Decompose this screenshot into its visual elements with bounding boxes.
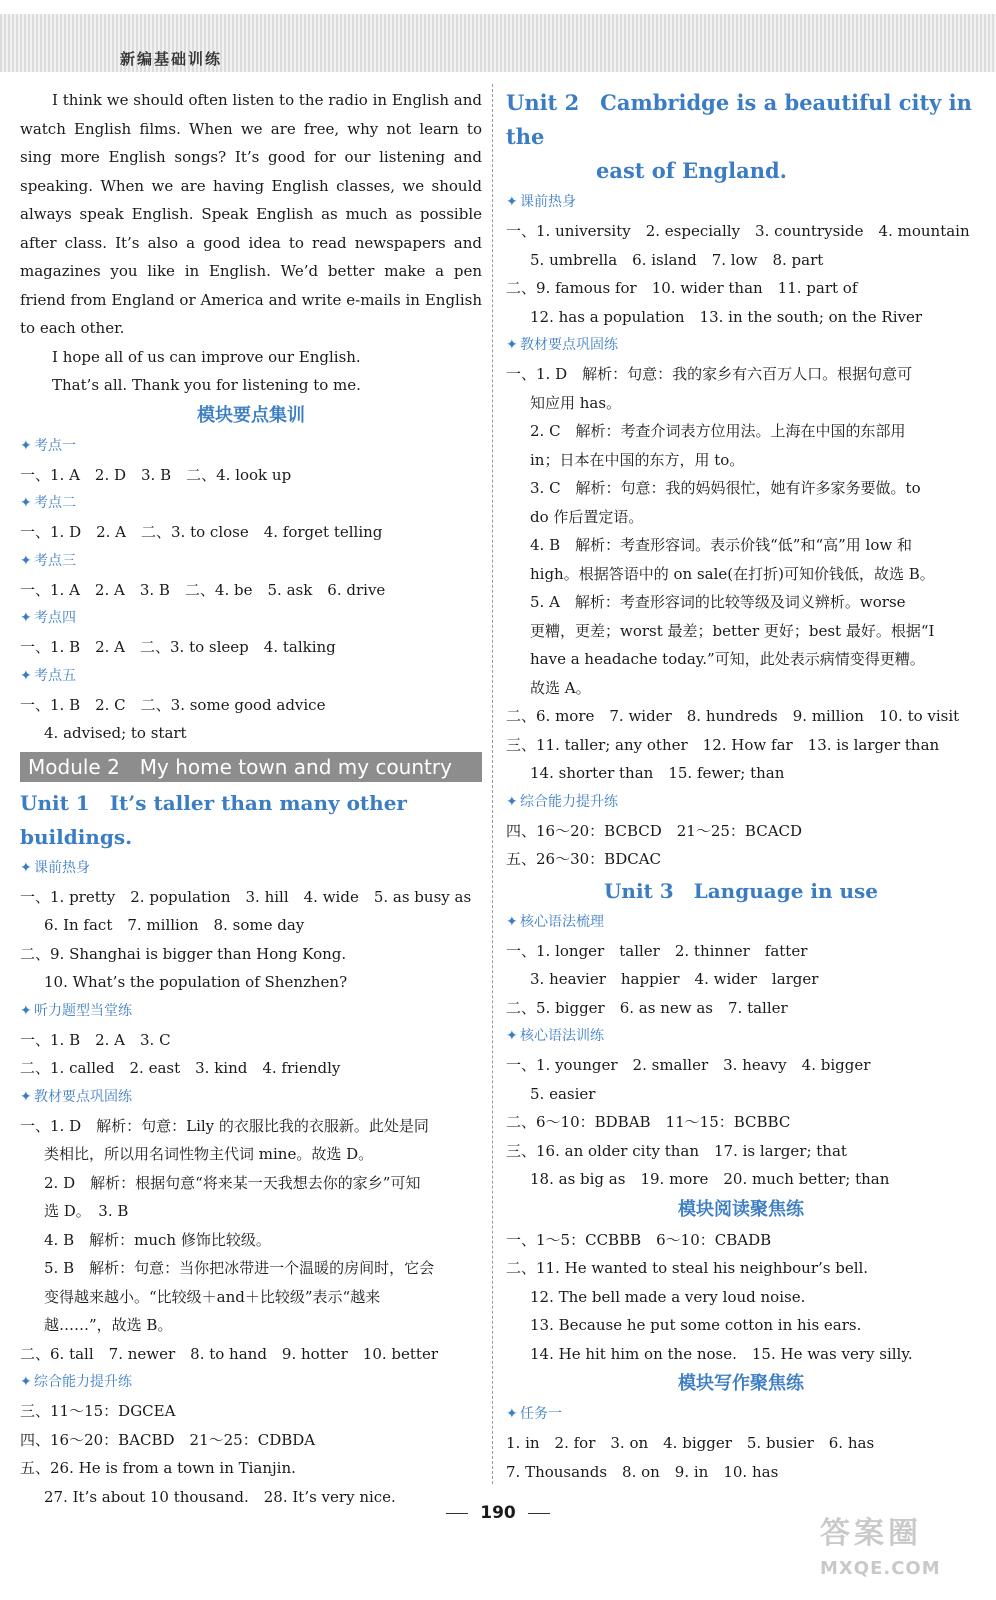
book-series-label: 新编基础训练 [120,50,223,68]
grammar-heading [506,908,976,937]
answer-line: 14. shorter than 15. fewer; than [530,764,785,782]
point-5-answers: 一、1. B 2. C 二、3. some good advice [20,695,326,714]
grammar-train-title: 核心语法训练 [520,1028,604,1044]
point-5-answers-cont: 4. advised; to start [44,724,187,742]
diamond-icon: ✦ [20,667,32,684]
answer-line: 三、11. taller; any other 12. How far 13. is larger than [506,735,940,754]
unit-2-title-line-2: east of England. [596,158,787,183]
column-divider [492,84,493,1484]
answer-line: 故选 A。 [530,678,591,697]
answer-line: 12. The bell made a very loud noise. [530,1287,806,1306]
diamond-icon: ✦ [20,437,32,454]
warmup-heading [506,188,976,217]
point-5-title: 考点五 [34,667,76,684]
point-5-heading [20,662,482,691]
diamond-icon: ✦ [506,194,518,210]
point-2-title: 考点二 [34,495,76,511]
answer-line: 1. in 2. for 3. on 4. bigger 5. busier 6. has [506,1434,875,1452]
answer-line: high。根据答语中的 on sale(在打折)可知价钱低，故选 B。 [530,564,935,583]
warmup-title: 课前热身 [520,194,576,210]
diamond-icon: ✦ [20,610,32,626]
listening-heading [20,997,482,1026]
answer-line: 一、1. longer taller 2. thinner fatter [506,941,808,960]
right-column [506,86,976,1486]
task-heading [506,1400,976,1429]
textbook-heading [20,1083,482,1112]
diamond-icon: ✦ [20,1088,32,1105]
diamond-icon: ✦ [506,1406,518,1422]
watermark-logo: 答案圈 [820,1516,922,1551]
answer-line: 二、9. famous for 10. wider than 11. part of [506,279,858,297]
answer-line: 2. D 解析：根据句意“将来某一天我想去你的家乡”可知 [44,1173,421,1192]
answer-line: 四、16～20：BCBCD 21～25：BCACD [506,821,803,840]
point-3-title: 考点三 [34,552,76,569]
ability-title: 综合能力提升练 [34,1374,132,1390]
essay-paragraph-3: That’s all. Thank you for listening to me. [52,376,361,394]
watermark [820,1508,970,1588]
watermark-url: MXQE.COM [820,1558,941,1579]
task-title: 任务一 [520,1406,562,1422]
answer-line: 一、1. D 解析：句意：我的家乡有六百万人口。根据句意可 [506,365,913,383]
grammar-title: 核心语法梳理 [520,913,604,930]
answer-line: 类相比，所以用名词性物主代词 mine。故选 D。 [44,1145,374,1163]
answer-line: 5. umbrella 6. island 7. low 8. part [530,250,824,269]
answer-line: 3. C 解析：句意：我的妈妈很忙，她有许多家务要做。to [530,479,921,497]
answer-line: 一、1. D 解析：句意：Lily 的衣服比我的衣服新。此处是同 [20,1116,429,1135]
diamond-icon: ✦ [20,859,32,876]
answer-line: 2. C 解析：考查介词表方位用法。上海在中国的东部用 [530,422,906,440]
answer-line: 更糟，更差；worst 最差；better 更好；best 最好。根据“I [530,621,935,640]
answer-line: 三、11～15：DGCEA [20,1402,176,1420]
point-4-title: 考点四 [34,610,76,626]
left-column [20,86,482,1511]
grammar-train-heading [506,1022,976,1051]
diamond-icon: ✦ [20,552,32,569]
diamond-icon: ✦ [20,495,32,511]
answer-line: 一、1～5：CCBBB 6～10：CBADB [506,1230,772,1249]
module-band: Module 2 My home town and my country [20,752,482,782]
answer-line: 5. A 解析：考查形容词的比较等级及词义辨析。worse [530,593,906,611]
answer-line: 5. easier [530,1084,596,1103]
review-title: 模块要点集训 [197,404,305,426]
point-4-answers: 一、1. B 2. A 二、3. to sleep 4. talking [20,638,336,656]
reading-title: 模块阅读聚焦练 [678,1198,804,1220]
answer-line: do 作后置定语。 [530,507,644,526]
answer-line: 二、9. Shanghai is bigger than Hong Kong. [20,944,347,963]
unit-3-title: Unit 3 Language in use [603,878,879,903]
answer-line: in；日本在中国的东方，用 to。 [530,450,745,469]
answer-line: 五、26. He is from a town in Tianjin. [20,1459,296,1477]
diamond-icon: ✦ [506,793,518,810]
answer-line: 13. Because he put some cotton in his ears. [530,1316,862,1334]
answer-line: have a headache today.”可知，此处表示病情变得更糟。 [530,650,925,668]
answer-line: 一、1. university 2. especially 3. countryside 4. mountain [506,222,970,240]
answer-line: 知应用 has。 [530,393,622,412]
diamond-icon: ✦ [506,1028,518,1044]
diamond-icon: ✦ [20,1002,32,1019]
answer-line: 4. B 解析：考查形容词。表示价钱“低”和“高”用 low 和 [530,536,912,554]
page-number-dash [446,1513,468,1514]
point-4-heading [20,604,482,633]
answer-line: 4. B 解析：much 修饰比较级。 [44,1230,271,1249]
answer-line: 选 D。 3. B [44,1202,129,1220]
point-1-answers: 一、1. A 2. D 3. B 二、4. look up [20,465,292,484]
answer-line: 3. heavier happier 4. wider larger [530,970,819,988]
textbook-title: 教材要点巩固练 [520,337,618,353]
unit-2-title-line-1: Unit 2 Cambridge is a beautiful city in the [506,90,972,149]
ability-title: 综合能力提升练 [520,793,618,810]
warmup-heading [20,854,482,883]
answer-line: 二、5. bigger 6. as new as 7. taller [506,998,788,1017]
answer-line: 二、6. tall 7. newer 8. to hand 9. hotter 10. better [20,1344,439,1363]
answer-line: 一、1. younger 2. smaller 3. heavy 4. bigger [506,1056,871,1074]
answer-line: 二、11. He wanted to steal his neighbour’s bell. [506,1259,869,1277]
answer-line: 变得越来越小。“比较级＋and＋比较级”表示“越来 [44,1287,381,1306]
warmup-title: 课前热身 [34,859,90,876]
answer-line: 四、16～20：BACBD 21～25：CDBDA [20,1430,316,1449]
ability-heading [20,1368,482,1397]
diamond-icon: ✦ [506,913,518,930]
point-2-answers: 一、1. D 2. A 二、3. to close 4. forget telling [20,523,383,541]
answer-line: 7. Thousands 8. on 9. in 10. has [506,1462,779,1481]
page-number-dash [528,1513,550,1514]
answer-line: 27. It’s about 10 thousand. 28. It’s very nice. [44,1487,396,1506]
answer-line: 12. has a population 13. in the south; on the River [530,307,923,326]
answer-line: 6. In fact 7. million 8. some day [44,916,305,934]
answer-line: 18. as big as 19. more 20. much better; than [530,1170,890,1188]
point-2-heading [20,489,482,518]
point-3-answers: 一、1. A 2. A 3. B 二、4. be 5. ask 6. drive [20,580,386,599]
answer-line: 二、1. called 2. east 3. kind 4. friendly [20,1059,341,1077]
answer-line: 越……”，故选 B。 [44,1316,173,1334]
point-1-heading [20,432,482,461]
writing-title: 模块写作聚焦练 [678,1373,804,1394]
textbook-heading [506,331,976,360]
page-number-value: 190 [480,1503,516,1523]
answer-line: 五、26～30：BDCAC [506,850,662,868]
ability-heading [506,788,976,817]
answer-line: 一、1. pretty 2. population 3. hill 4. wide 5. as busy as [20,887,472,906]
answer-line: 5. B 解析：句意：当你把冰带进一个温暖的房间时，它会 [44,1259,435,1277]
point-1-title: 考点一 [34,437,76,454]
essay-paragraph-2: I hope all of us can improve our English. [52,347,361,366]
diamond-icon: ✦ [506,337,518,353]
answer-line: 二、6. more 7. wider 8. hundreds 9. million 10. to visit [506,707,960,725]
point-3-heading [20,547,482,576]
answer-line: 10. What’s the population of Shenzhen? [44,973,348,991]
answer-line: 三、16. an older city than 17. is larger; that [506,1141,847,1160]
listening-title: 听力题型当堂练 [34,1002,132,1019]
essay-paragraph-1: I think we should often listen to the radio in English and watch English films. When we are free, why not learn to sing more English songs? It’s good for our listening and speaking. When we are having English classes, we should always speak English. Speak English as much as possible after class. It’s also a good idea to read newspapers and magazines you like in English. We’d better make a pen friend from England or America and write e-mails in English to each other. [20,91,482,337]
answer-line: 14. He hit him on the nose. 15. He was very silly. [530,1344,913,1363]
answer-line: 一、1. B 2. A 3. C [20,1030,171,1049]
diamond-icon: ✦ [20,1374,32,1390]
textbook-title: 教材要点巩固练 [34,1088,132,1105]
unit-1-title: Unit 1 It’s taller than many other buildings. [20,790,407,849]
answer-line: 二、6～10：BDBAB 11～15：BCBBC [506,1113,791,1131]
